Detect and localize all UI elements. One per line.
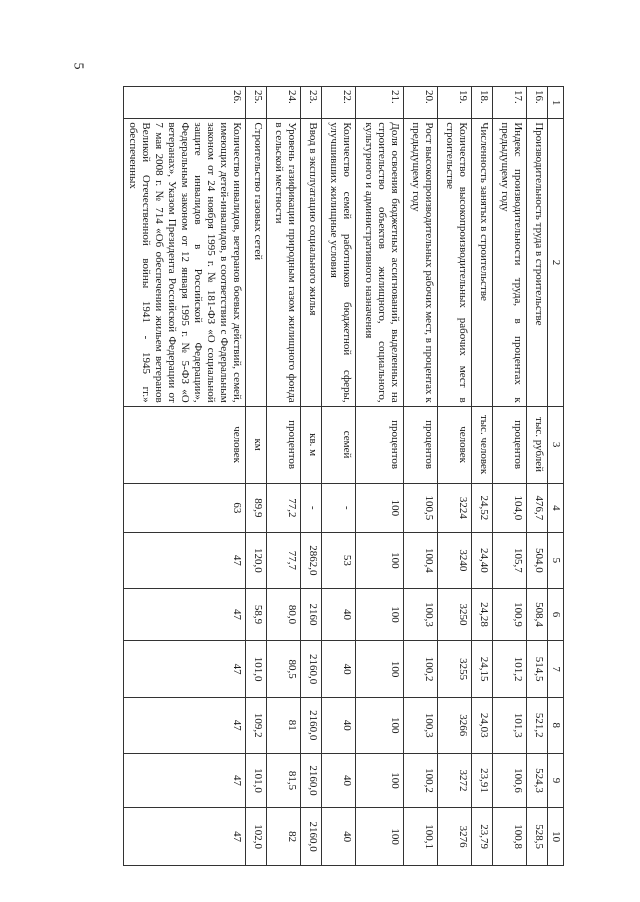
- value-cell: 508,4: [527, 588, 548, 641]
- header-cell: 10: [548, 808, 564, 866]
- unit-cell: процентов: [267, 406, 301, 483]
- unit-cell: кв. м: [301, 406, 322, 483]
- value-cell: 63: [124, 483, 246, 533]
- value-cell: 47: [124, 808, 246, 866]
- value-cell: 24,15: [472, 641, 493, 698]
- value-cell: 105,7: [493, 533, 527, 589]
- header-cell: 8: [548, 697, 564, 753]
- unit-cell: процентов: [493, 406, 527, 483]
- value-cell: 3240: [438, 533, 472, 589]
- value-cell: 2862,0: [301, 533, 322, 589]
- indicator-name-cell: Количество инвалидов, ветеранов боевых действий, семей, имеющих детей-инвалидов, в соответствии с Федеральным законом от 24 ноября 1995 г. № 181-ФЗ «О социальной защите инвалидов в Российской Федерации», Федеральным законом от 12 января 1995 г. № 5-ФЗ «О ветеранах», Указом Президента Российской Федерации от 7 мая 2008 г. № 714 «Об обеспечении жильем ветеранов Великой Отечественной войны 1941 - 1945 гг.» обеспеченных: [124, 119, 246, 406]
- value-cell: 53: [322, 533, 356, 589]
- value-cell: 77,7: [267, 533, 301, 589]
- value-cell: 100,1: [404, 808, 438, 866]
- value-cell: 2160,0: [301, 641, 322, 698]
- value-cell: 89,9: [246, 483, 267, 533]
- value-cell: 101,3: [493, 697, 527, 753]
- value-cell: 120,0: [246, 533, 267, 589]
- table-row: [404, 87, 438, 866]
- value-cell: 100: [356, 588, 404, 641]
- value-cell: 2160,0: [301, 808, 322, 866]
- header-cell: 4: [548, 483, 564, 533]
- page-number: 5: [70, 62, 86, 70]
- value-cell: 82: [267, 808, 301, 866]
- value-cell: 521,2: [527, 697, 548, 753]
- value-cell: 47: [124, 588, 246, 641]
- table-row: [527, 87, 548, 866]
- value-cell: 100: [356, 483, 404, 533]
- value-cell: 514,5: [527, 641, 548, 698]
- indicator-name-cell: Уровень газификации природным газом жилищного фонда в сельской местности: [267, 119, 301, 406]
- header-cell: 3: [548, 406, 564, 483]
- value-cell: 81: [267, 697, 301, 753]
- unit-cell: тыс. рублей: [527, 406, 548, 483]
- header-cell: 2: [548, 119, 564, 406]
- value-cell: 40: [322, 641, 356, 698]
- value-cell: 109,2: [246, 697, 267, 753]
- value-cell: 100: [356, 533, 404, 589]
- unit-cell: семей: [322, 406, 356, 483]
- value-cell: 100: [356, 641, 404, 698]
- value-cell: 3255: [438, 641, 472, 698]
- unit-cell: км: [246, 406, 267, 483]
- value-cell: 40: [322, 697, 356, 753]
- indicator-name-cell: Численность занятых в строительстве: [472, 119, 493, 406]
- row-number-cell: 21.: [356, 87, 404, 119]
- value-cell: 3276: [438, 808, 472, 866]
- value-cell: 104,0: [493, 483, 527, 533]
- row-number-cell: 20.: [404, 87, 438, 119]
- indicator-name-cell: Производительность труда в строительстве: [527, 119, 548, 406]
- value-cell: 77,2: [267, 483, 301, 533]
- value-cell: 101,0: [246, 753, 267, 808]
- value-cell: 504,0: [527, 533, 548, 589]
- value-cell: 2160,0: [301, 753, 322, 808]
- table-row: [356, 87, 404, 866]
- value-cell: 24,03: [472, 697, 493, 753]
- value-cell: 23,91: [472, 753, 493, 808]
- header-cell: 5: [548, 533, 564, 589]
- value-cell: 81,5: [267, 753, 301, 808]
- unit-cell: человек: [124, 406, 246, 483]
- table-row: [267, 87, 301, 866]
- value-cell: -: [322, 483, 356, 533]
- value-cell: 100: [356, 697, 404, 753]
- value-cell: 100,5: [404, 483, 438, 533]
- table-row: [322, 87, 356, 866]
- value-cell: 24,52: [472, 483, 493, 533]
- unit-cell: процентов: [404, 406, 438, 483]
- indicator-name-cell: Рост высокопроизводительных рабочих мест, в процентах к предыдущему году: [404, 119, 438, 406]
- indicator-name-cell: Ввод в эксплуатацию социального жилья: [301, 119, 322, 406]
- value-cell: 102,0: [246, 808, 267, 866]
- table-row: [124, 87, 246, 866]
- value-cell: 100: [356, 753, 404, 808]
- value-cell: 40: [322, 808, 356, 866]
- value-cell: 100,3: [404, 588, 438, 641]
- table-row: [246, 87, 267, 866]
- value-cell: 524,3: [527, 753, 548, 808]
- unit-cell: процентов: [356, 406, 404, 483]
- unit-cell: тыс. человек: [472, 406, 493, 483]
- row-number-cell: 22.: [322, 87, 356, 119]
- value-cell: -: [301, 483, 322, 533]
- indicator-name-cell: Доля освоения бюджетных ассигнований, выделенных на строительство объектов жилищного, социального, культурного и административного назначения: [356, 119, 404, 406]
- value-cell: 23,79: [472, 808, 493, 866]
- table-row: [493, 87, 527, 866]
- header-cell: 9: [548, 753, 564, 808]
- value-cell: 2160,0: [301, 697, 322, 753]
- header-cell: 6: [548, 588, 564, 641]
- table-rotation-wrapper: [124, 86, 564, 866]
- value-cell: 101,0: [246, 641, 267, 698]
- table-row: [438, 87, 472, 866]
- value-cell: 47: [124, 533, 246, 589]
- table-row: [472, 87, 493, 866]
- value-cell: 80,5: [267, 641, 301, 698]
- row-number-cell: 19.: [438, 87, 472, 119]
- value-cell: 3266: [438, 697, 472, 753]
- value-cell: 100,3: [404, 697, 438, 753]
- table-row: [301, 87, 322, 866]
- indicator-name-cell: Количество высокопроизводительных рабочих мест в строительстве: [438, 119, 472, 406]
- value-cell: 3224: [438, 483, 472, 533]
- value-cell: 47: [124, 753, 246, 808]
- indicator-name-cell: Количество семей работников бюджетной сферы, улучшивших жилищные условия: [322, 119, 356, 406]
- value-cell: 3250: [438, 588, 472, 641]
- value-cell: 100,2: [404, 641, 438, 698]
- value-cell: 100,4: [404, 533, 438, 589]
- rotated-table-container: [124, 86, 564, 866]
- row-number-cell: 25.: [246, 87, 267, 119]
- row-number-cell: 23.: [301, 87, 322, 119]
- row-number-cell: 17.: [493, 87, 527, 119]
- value-cell: 2160: [301, 588, 322, 641]
- value-cell: 528,5: [527, 808, 548, 866]
- table-header-row: [548, 87, 564, 866]
- value-cell: 24,40: [472, 533, 493, 589]
- unit-cell: человек: [438, 406, 472, 483]
- row-number-cell: 24.: [267, 87, 301, 119]
- value-cell: 40: [322, 588, 356, 641]
- value-cell: 100,8: [493, 808, 527, 866]
- value-cell: 476,7: [527, 483, 548, 533]
- value-cell: 40: [322, 753, 356, 808]
- value-cell: 101,2: [493, 641, 527, 698]
- header-cell: 1: [548, 87, 564, 119]
- row-number-cell: 16.: [527, 87, 548, 119]
- value-cell: 100,9: [493, 588, 527, 641]
- row-number-cell: 18.: [472, 87, 493, 119]
- indicator-name-cell: Индекс производительности труда, в процентах к предыдущему году: [493, 119, 527, 406]
- header-cell: 7: [548, 641, 564, 698]
- indicators-table: [123, 86, 564, 866]
- value-cell: 100: [356, 808, 404, 866]
- value-cell: 47: [124, 641, 246, 698]
- value-cell: 3272: [438, 753, 472, 808]
- value-cell: 100,2: [404, 753, 438, 808]
- value-cell: 24,28: [472, 588, 493, 641]
- value-cell: 100,6: [493, 753, 527, 808]
- value-cell: 80,0: [267, 588, 301, 641]
- value-cell: 58,9: [246, 588, 267, 641]
- indicator-name-cell: Строительство газовых сетей: [246, 119, 267, 406]
- value-cell: 47: [124, 697, 246, 753]
- row-number-cell: 26.: [124, 87, 246, 119]
